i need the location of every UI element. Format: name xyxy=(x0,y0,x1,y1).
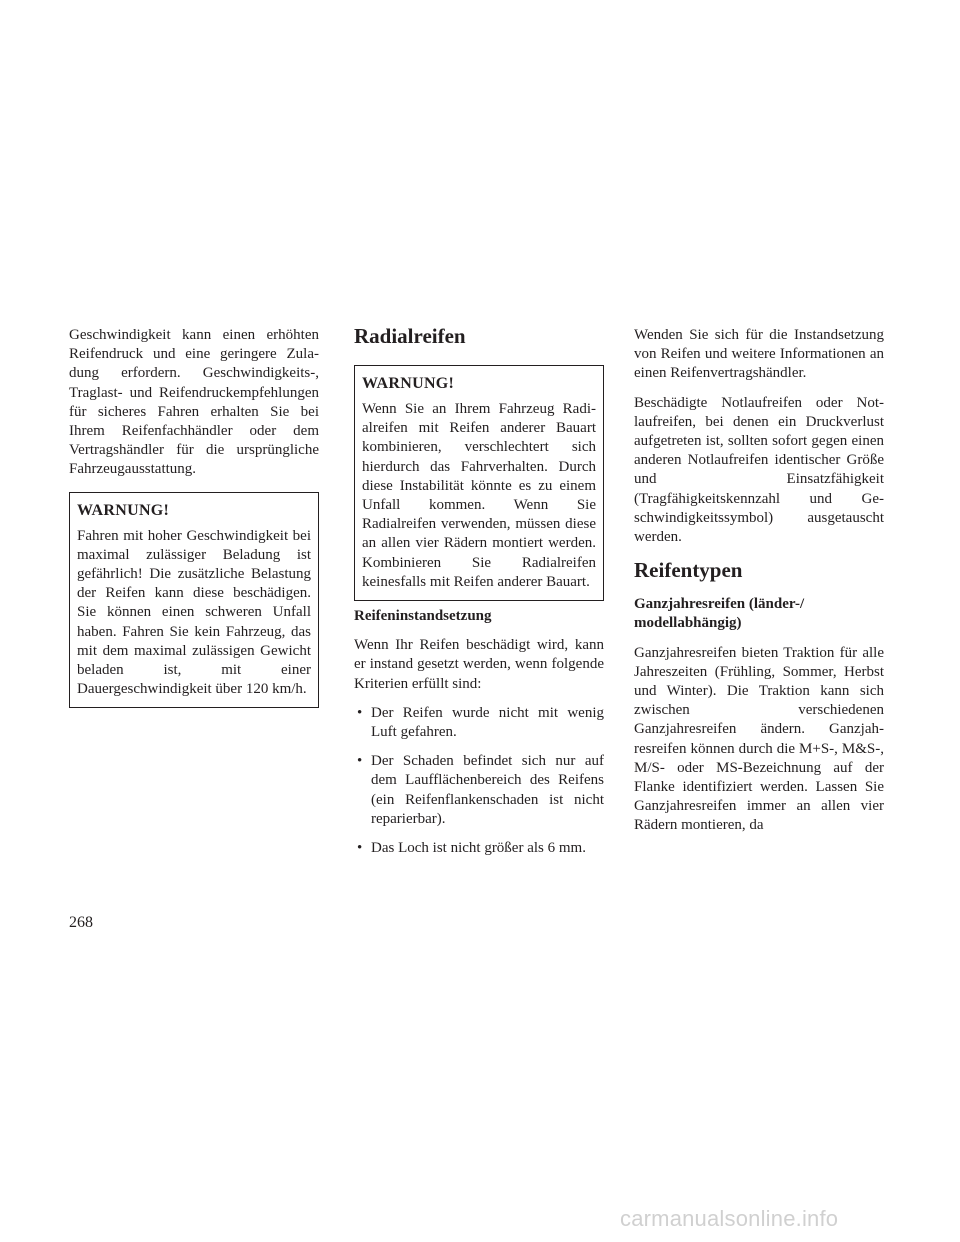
subheading-reifeninstandsetzung: Reifeninstandsetzung xyxy=(354,608,492,625)
allseason-paragraph: Ganzjahresreifen bieten Traktion für alle Jahreszeiten (Frühling, Sommer, Herbst und Winter). Die Traktion kann sich zwischen verschiedenen Ganzjahresreifen ändern. Ganzjahresreifen können durch die M+S-, M&S-, M/S- oder MS-Bezeichnung auf der Flanke identifiziert werden. Lassen Sie Ganzjahresreifen immer an allen vier Rädern montieren, da xyxy=(634,644,884,834)
warning-title: WARNUNG! xyxy=(77,501,170,519)
warning-box-radial xyxy=(354,365,604,601)
warning-box-speed xyxy=(69,492,319,709)
section-heading-reifentypen: Reifentypen xyxy=(634,558,743,583)
column-3 xyxy=(634,326,884,846)
column-1 xyxy=(69,326,319,714)
warning-text: Fahren mit hoher Geschwindigkeit bei maximal zulässiger Beladung ist gefährlich! Die zusätzliche Belastung der Reifen kann diese beschädigen. Sie können einen schweren Unfall haben. Fahren Sie kein Fahrzeug, das mit dem maximal zulässigen Gewicht beladen ist, mit einer Dauergeschwindigkeit über 120 km/h. xyxy=(77,527,311,698)
section-heading-radialreifen: Radialreifen xyxy=(354,324,466,348)
dealer-paragraph: Wenden Sie sich für die Instandsetzung von Reifen und weitere Informationen an einen Reifenvertragshändler. xyxy=(634,327,884,382)
bullet-icon: • xyxy=(357,704,363,721)
repair-paragraph: Wenn Ihr Reifen beschädigt wird, kann er instand gesetzt werden, wenn folgende Kriterien erfüllt sind: xyxy=(354,637,604,692)
runflat-paragraph: Beschädigte Notlaufreifen oder Notlaufreifen, bei denen ein Druckverlust aufgetreten ist, sollten sofort gegen einen anderen Notlaufreifen identischer Größe und Einsatzfähigkeit (Tragfähigkeitskennzahl und Geschwindigkeitssymbol) ausgetauscht werden. xyxy=(634,394,884,546)
intro-paragraph: Geschwindigkeit kann einen erhöhten Reifendruck und eine geringere Zuladung erfordern. Geschwindigkeits-, Traglast- und Reifendruckempfehlungen für sicheres Fahren erhalten Sie bei Ihrem Reifenfachhändler oder dem Vertragshändler für die ursprüngliche Fahrzeugausstattung. xyxy=(69,327,319,478)
bullet-icon: • xyxy=(357,840,363,857)
watermark: carmanualsonline.info xyxy=(620,1206,839,1231)
criteria-list xyxy=(354,704,604,858)
list-item: • Das Loch ist nicht größer als 6 mm. xyxy=(354,839,604,858)
page-number: 268 xyxy=(69,914,93,931)
bullet-icon: • xyxy=(357,753,363,770)
column-2 xyxy=(354,326,604,868)
subheading-ganzjahresreifen: Ganzjahresreifen (länder-/ modellabhängig) xyxy=(634,596,805,632)
list-item: • Der Schaden befindet sich nur auf dem Laufflächenbereich des Reifens (ein Reifenflankenschaden ist nicht reparierbar). xyxy=(357,753,604,827)
warning-text: Wenn Sie an Ihrem Fahrzeug Radialreifen mit Reifen anderer Bauart kombinieren, verschlechtert sich hierdurch das Fahrverhalten. Durch diese Instabilität könnte es zu einem Unfall kommen. Wenn Sie Radialreifen verwenden, müssen diese an allen vier Rädern montiert werden. Kombinieren Sie Radialreifen keinesfalls mit Reifen anderer Bauart. xyxy=(362,401,596,590)
warning-title: WARNUNG! xyxy=(362,375,455,392)
list-item: • Der Reifen wurde nicht mit wenig Luft gefahren. xyxy=(357,704,604,741)
